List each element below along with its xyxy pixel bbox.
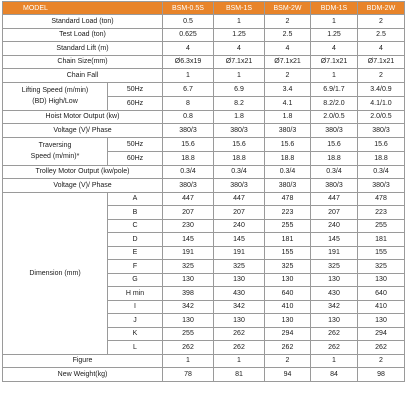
cell: 240 xyxy=(214,219,265,233)
cell: 380/3 xyxy=(311,179,358,193)
cell: 0.3/4 xyxy=(311,165,358,179)
cell: 2 xyxy=(358,69,405,83)
cell: 145 xyxy=(214,233,265,247)
cell: 1 xyxy=(163,69,214,83)
row-label: Trolley Motor Output (kw/pole) xyxy=(3,165,163,179)
cell: 1 xyxy=(311,15,358,29)
model-name: BDM-1S xyxy=(311,2,358,15)
dimension-section xyxy=(3,192,405,354)
cell: 410 xyxy=(358,300,405,314)
row-standard-lift xyxy=(3,42,405,56)
cell: 18.8 xyxy=(265,151,311,165)
row-label: New Weight(kg) xyxy=(3,368,163,382)
dimension-letter: K xyxy=(108,327,163,341)
cell: 223 xyxy=(265,206,311,220)
cell: 0.5 xyxy=(163,15,214,29)
cell: 6.9/1.7 xyxy=(311,82,358,96)
cell: 18.8 xyxy=(214,151,265,165)
cell: 2 xyxy=(265,354,311,368)
cell: 262 xyxy=(214,341,265,355)
cell: 130 xyxy=(214,314,265,328)
cell: 1.8 xyxy=(214,110,265,124)
cell: 130 xyxy=(214,273,265,287)
dimension-letter: E xyxy=(108,246,163,260)
cell: 18.8 xyxy=(311,151,358,165)
cell: 98 xyxy=(358,368,405,382)
cell: 4 xyxy=(311,42,358,56)
cell: 0.3/4 xyxy=(214,165,265,179)
cell: 262 xyxy=(265,341,311,355)
dimension-letter: I xyxy=(108,300,163,314)
cell: 1 xyxy=(214,354,265,368)
row-label: Voltage (V)/ Phase xyxy=(3,124,163,138)
row-lifting-speed-50hz xyxy=(3,82,405,96)
cell: 130 xyxy=(358,314,405,328)
cell: 181 xyxy=(358,233,405,247)
cell: 15.6 xyxy=(265,137,311,151)
dimension-letter: D xyxy=(108,233,163,247)
cell: 342 xyxy=(311,300,358,314)
cell: 430 xyxy=(311,287,358,301)
sub-label: 50Hz xyxy=(108,137,163,151)
cell: 380/3 xyxy=(163,124,214,138)
cell: 380/3 xyxy=(265,179,311,193)
cell: 3.4 xyxy=(265,82,311,96)
model-name: BDM-2W xyxy=(358,2,405,15)
cell: 15.6 xyxy=(214,137,265,151)
cell: 2 xyxy=(265,69,311,83)
model-name: BSM-0.5S xyxy=(163,2,214,15)
cell: 380/3 xyxy=(163,179,214,193)
cell: 145 xyxy=(311,233,358,247)
row-test-load xyxy=(3,28,405,42)
cell: 84 xyxy=(311,368,358,382)
cell: 640 xyxy=(358,287,405,301)
cell: 207 xyxy=(163,206,214,220)
model-header: MODEL xyxy=(3,2,163,15)
cell: 380/3 xyxy=(358,179,405,193)
cell: 0.3/4 xyxy=(163,165,214,179)
sub-label: 60Hz xyxy=(108,96,163,110)
cell: 130 xyxy=(265,314,311,328)
cell: 15.6 xyxy=(358,137,405,151)
cell: 380/3 xyxy=(214,179,265,193)
cell: 1.25 xyxy=(311,28,358,42)
cell: 191 xyxy=(163,246,214,260)
cell: 1 xyxy=(311,354,358,368)
cell: 262 xyxy=(358,341,405,355)
cell: 342 xyxy=(163,300,214,314)
cell: Ø6.3x19 xyxy=(163,55,214,69)
cell: 155 xyxy=(358,246,405,260)
spec-table xyxy=(2,1,405,382)
cell: 325 xyxy=(265,260,311,274)
cell: 0.3/4 xyxy=(358,165,405,179)
cell: 240 xyxy=(311,219,358,233)
header-row xyxy=(3,2,405,15)
cell: 4 xyxy=(265,42,311,56)
cell: 255 xyxy=(163,327,214,341)
row-chain-size xyxy=(3,55,405,69)
dimension-letter: B xyxy=(108,206,163,220)
cell: 2.0/0.5 xyxy=(358,110,405,124)
cell: 398 xyxy=(163,287,214,301)
cell: 6.9 xyxy=(214,82,265,96)
cell: 15.6 xyxy=(163,137,214,151)
cell: 4.1 xyxy=(265,96,311,110)
cell: 2.0/0.5 xyxy=(311,110,358,124)
cell: 447 xyxy=(311,192,358,206)
cell: 430 xyxy=(214,287,265,301)
cell: 478 xyxy=(358,192,405,206)
cell: 6.7 xyxy=(163,82,214,96)
cell: Ø7.1x21 xyxy=(311,55,358,69)
cell: 181 xyxy=(265,233,311,247)
cell: 447 xyxy=(214,192,265,206)
cell: 262 xyxy=(311,327,358,341)
label-line: Traversing xyxy=(38,142,72,149)
cell: 4 xyxy=(163,42,214,56)
row-voltage-phase xyxy=(3,124,405,138)
cell: 410 xyxy=(265,300,311,314)
cell: 2.5 xyxy=(358,28,405,42)
cell: 207 xyxy=(214,206,265,220)
cell: 207 xyxy=(311,206,358,220)
cell: 18.8 xyxy=(358,151,405,165)
cell: 191 xyxy=(214,246,265,260)
cell: 325 xyxy=(163,260,214,274)
row-new-weight xyxy=(3,368,405,382)
cell: 255 xyxy=(265,219,311,233)
label-line: Lifting Speed (m/min) xyxy=(21,87,89,94)
cell: Ø7.1x21 xyxy=(358,55,405,69)
cell: 342 xyxy=(214,300,265,314)
cell: 3.4/0.9 xyxy=(358,82,405,96)
row-label-dimension: Dimension (mm) xyxy=(3,192,108,354)
dimension-letter: J xyxy=(108,314,163,328)
cell: 2 xyxy=(358,354,405,368)
cell: 223 xyxy=(358,206,405,220)
cell: 2 xyxy=(265,15,311,29)
row-label-traversing-speed xyxy=(3,137,108,165)
cell: 130 xyxy=(358,273,405,287)
dimension-letter: A xyxy=(108,192,163,206)
cell: 130 xyxy=(163,314,214,328)
cell: 18.8 xyxy=(163,151,214,165)
dimension-letter: C xyxy=(108,219,163,233)
row-label: Standard Load (ton) xyxy=(3,15,163,29)
row-standard-load xyxy=(3,15,405,29)
cell: 2 xyxy=(358,15,405,29)
cell: 8.2 xyxy=(214,96,265,110)
dimension-letter: G xyxy=(108,273,163,287)
dimension-letter: L xyxy=(108,341,163,355)
dimension-letter: H min xyxy=(108,287,163,301)
cell: 255 xyxy=(358,219,405,233)
cell: 1 xyxy=(311,69,358,83)
cell: 130 xyxy=(311,314,358,328)
cell: 640 xyxy=(265,287,311,301)
row-label-lifting-speed xyxy=(3,82,108,110)
cell: 130 xyxy=(163,273,214,287)
sub-label: 60Hz xyxy=(108,151,163,165)
cell: 380/3 xyxy=(214,124,265,138)
cell: 1 xyxy=(214,69,265,83)
cell: 0.8 xyxy=(163,110,214,124)
cell: 478 xyxy=(265,192,311,206)
cell: 262 xyxy=(311,341,358,355)
cell: 380/3 xyxy=(358,124,405,138)
cell: 2.5 xyxy=(265,28,311,42)
cell: 0.3/4 xyxy=(265,165,311,179)
row-label: Chain Fall xyxy=(3,69,163,83)
cell: 325 xyxy=(358,260,405,274)
cell: Ø7.1x21 xyxy=(265,55,311,69)
row-label: Voltage (V)/ Phase xyxy=(3,179,163,193)
cell: 325 xyxy=(311,260,358,274)
row-label: Figure xyxy=(3,354,163,368)
cell: 81 xyxy=(214,368,265,382)
cell: 262 xyxy=(163,341,214,355)
cell: 294 xyxy=(265,327,311,341)
cell: 325 xyxy=(214,260,265,274)
dimension-letter: F xyxy=(108,260,163,274)
row-voltage-phase xyxy=(3,179,405,193)
row-hoist-motor-output xyxy=(3,110,405,124)
label-line: (BD) High/Low xyxy=(32,98,78,105)
model-name: BSM-2W xyxy=(265,2,311,15)
cell: 191 xyxy=(311,246,358,260)
cell: 8.2/2.0 xyxy=(311,96,358,110)
cell: 15.6 xyxy=(311,137,358,151)
cell: 94 xyxy=(265,368,311,382)
cell: 380/3 xyxy=(265,124,311,138)
cell: 230 xyxy=(163,219,214,233)
row-dimension xyxy=(3,192,405,206)
cell: 145 xyxy=(163,233,214,247)
model-name: BSM-1S xyxy=(214,2,265,15)
cell: 4.1/1.0 xyxy=(358,96,405,110)
cell: 8 xyxy=(163,96,214,110)
row-traversing-speed-50hz xyxy=(3,137,405,151)
row-chain-fall xyxy=(3,69,405,83)
cell: Ø7.1x21 xyxy=(214,55,265,69)
cell: 130 xyxy=(311,273,358,287)
cell: 78 xyxy=(163,368,214,382)
cell: 0.625 xyxy=(163,28,214,42)
cell: 262 xyxy=(214,327,265,341)
cell: 4 xyxy=(358,42,405,56)
row-label: Chain Size(mm) xyxy=(3,55,163,69)
label-line: Speed (m/min)* xyxy=(30,153,80,160)
cell: 130 xyxy=(265,273,311,287)
cell: 380/3 xyxy=(311,124,358,138)
cell: 1.25 xyxy=(214,28,265,42)
cell: 155 xyxy=(265,246,311,260)
cell: 1 xyxy=(163,354,214,368)
row-figure xyxy=(3,354,405,368)
cell: 4 xyxy=(214,42,265,56)
cell: 294 xyxy=(358,327,405,341)
cell: 447 xyxy=(163,192,214,206)
row-label: Standard Lift (m) xyxy=(3,42,163,56)
row-trolley-motor-output xyxy=(3,165,405,179)
row-label: Test Load (ton) xyxy=(3,28,163,42)
cell: 1.8 xyxy=(265,110,311,124)
sub-label: 50Hz xyxy=(108,82,163,96)
cell: 1 xyxy=(214,15,265,29)
row-label: Hoist Motor Output (kw) xyxy=(3,110,163,124)
